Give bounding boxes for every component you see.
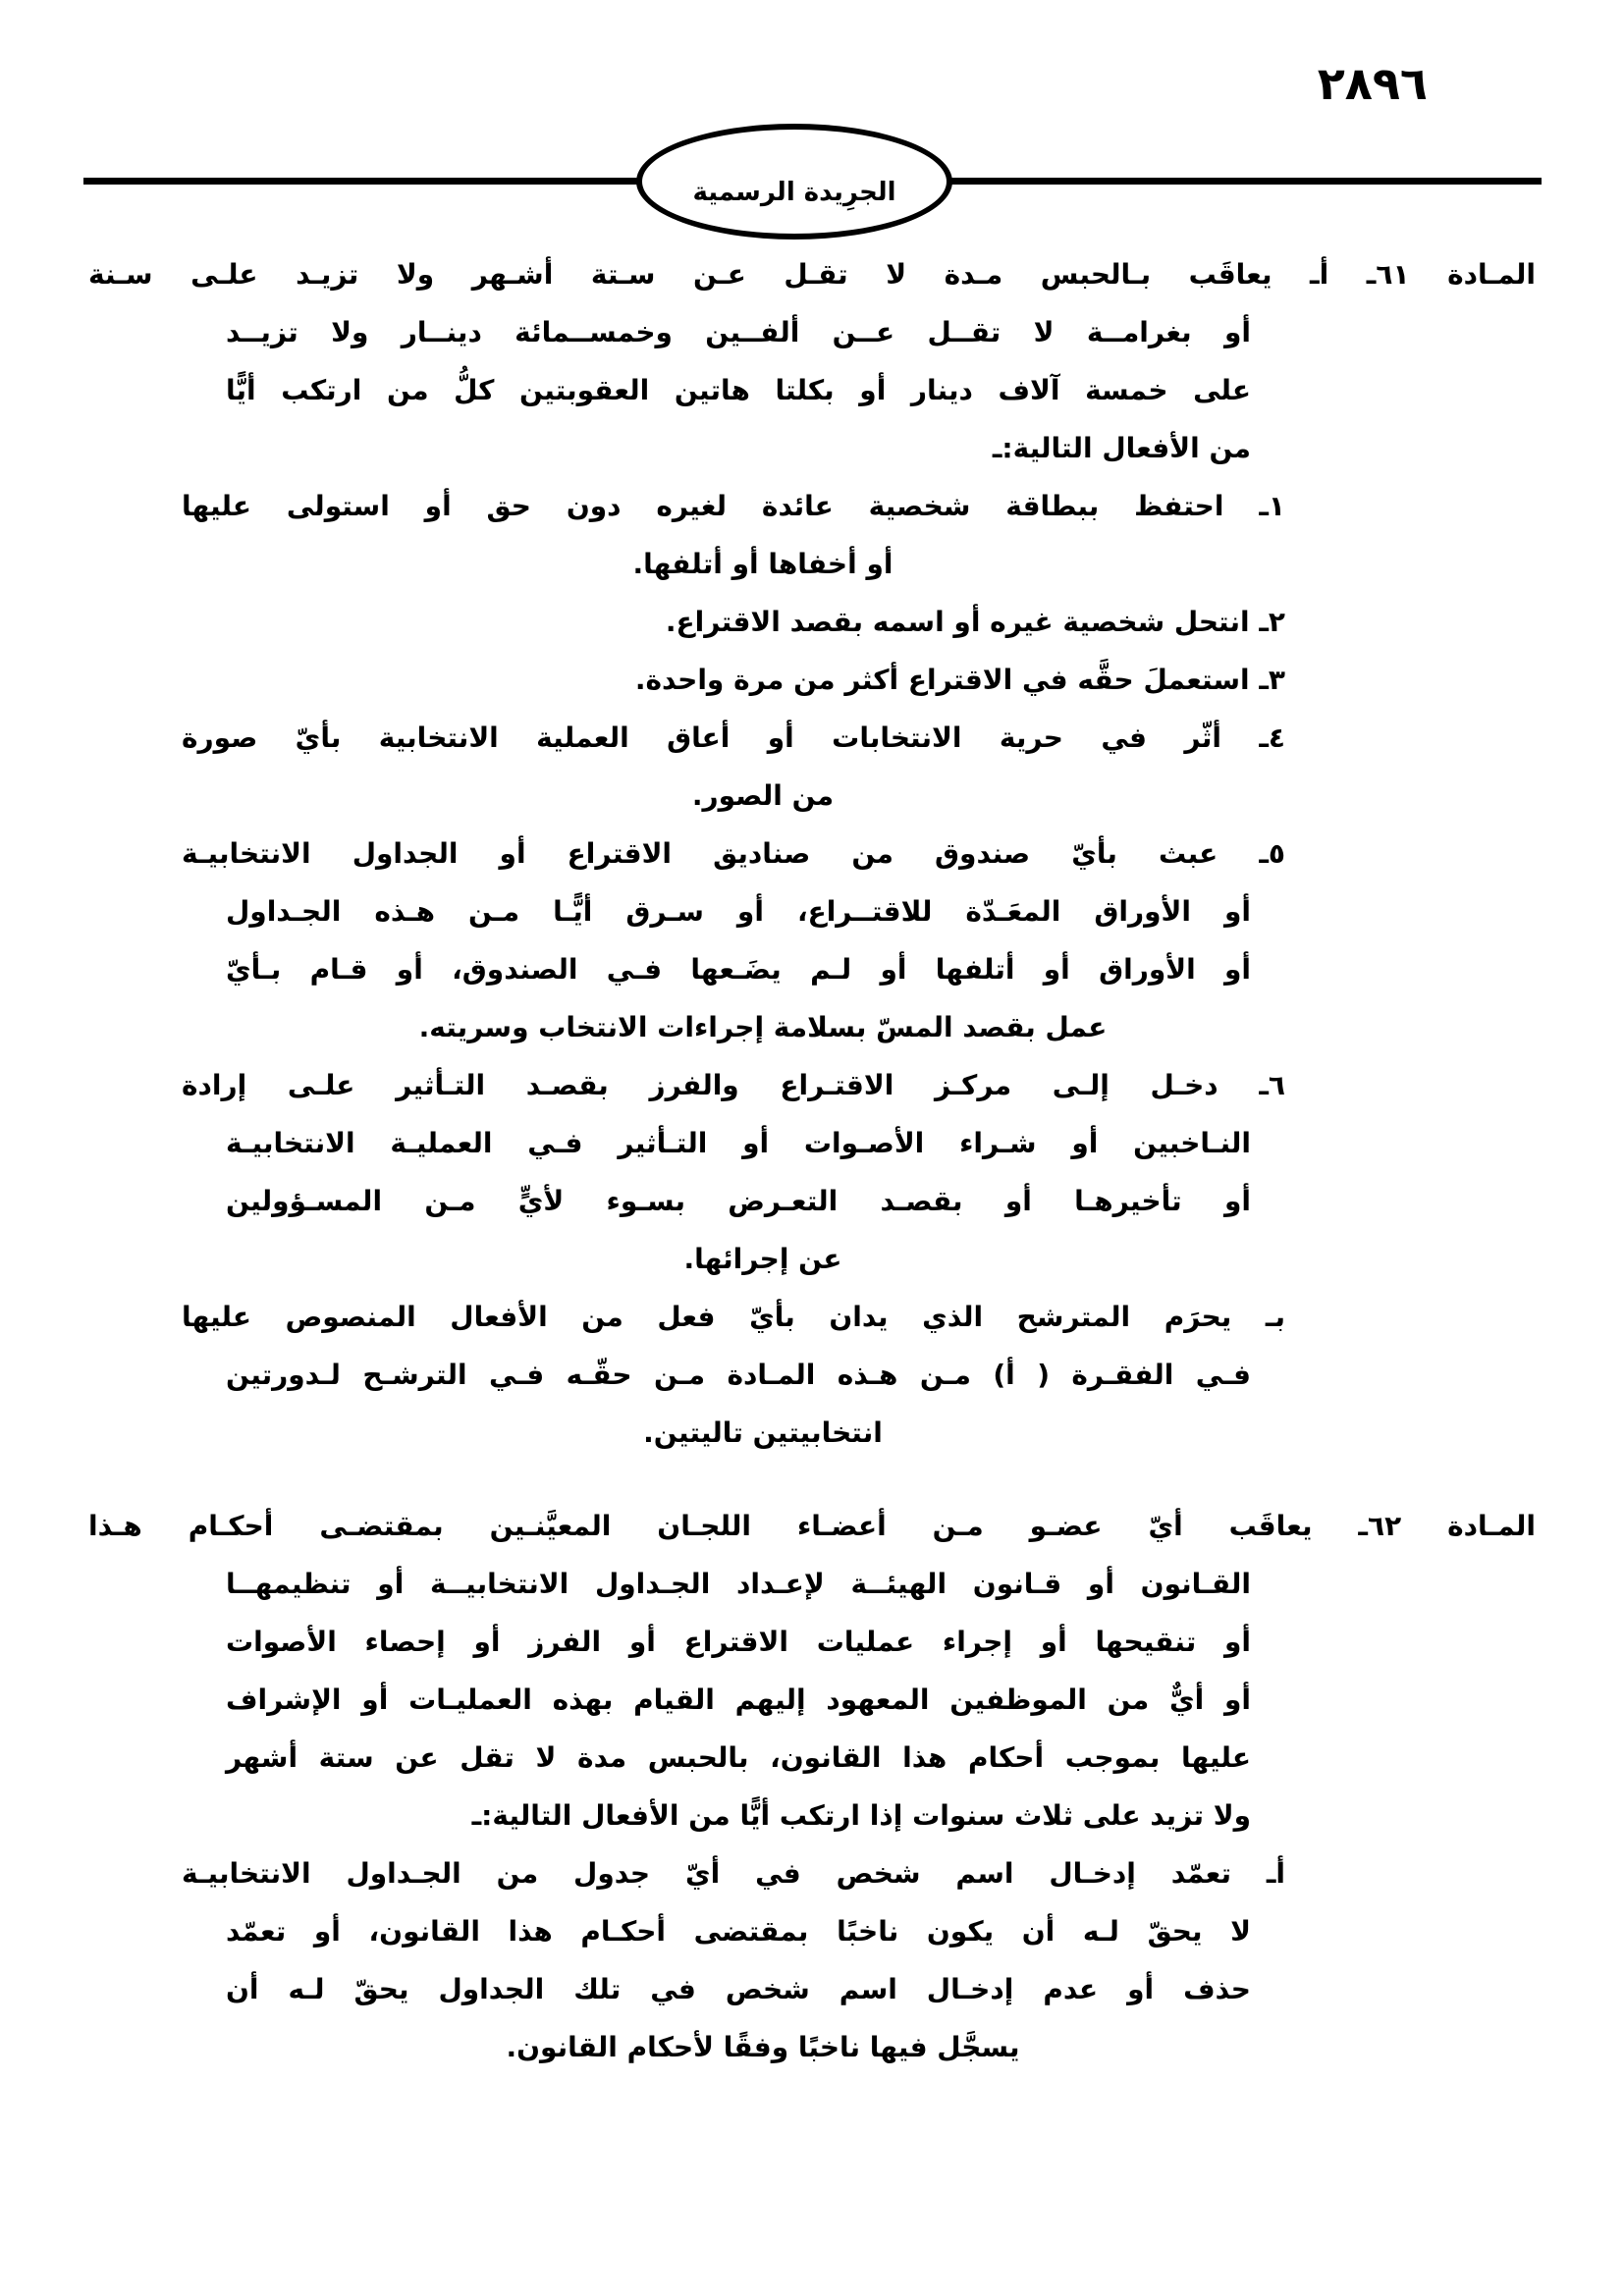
text-line: أو أخفاها أو أتلفها.: [632, 548, 893, 580]
text-line: فـي الفقـرة ( أ) مـن هـذه المـادة مـن حقّـه فـي الترشـح لـدورتين: [226, 1359, 1251, 1391]
page-number: ٢٨٩٦: [1317, 57, 1428, 110]
text-line: من الأفعال التالية:ـ: [992, 432, 1251, 464]
list-item-6: ٦ـ دخـل إلـى مركـز الاقتـراع والفرز بقصـد التـأثير علـى إرادة: [182, 1069, 1285, 1101]
text-line: انتخابيتين تاليتين.: [643, 1416, 883, 1449]
text-line: النـاخبين أو شـراء الأصـوات أو التـأثير فـي العمليـة الانتخابيـة: [226, 1127, 1251, 1159]
text-line: عن إجرائها.: [683, 1243, 842, 1275]
list-item-3: ٣ـ استعملَ حقَّه في الاقتراع أكثر من مرة واحدة.: [634, 664, 1285, 696]
text-line: حذف أو عدم إدخـال اسم شخص في تلك الجداول يحقّ لـه أن: [226, 1973, 1251, 2005]
document-body: [88, 245, 1536, 2076]
text-line: عمل بقصد المسّ بسلامة إجراءات الانتخاب وسريته.: [418, 1011, 1108, 1043]
list-item-2: ٢ـ انتحل شخصية غيره أو اسمه بقصد الاقتراع.: [665, 606, 1285, 638]
list-item-1: ١ـ احتفظ ببطاقة شخصية عائدة لغيره دون حق أو استولى عليها: [182, 490, 1285, 522]
text-line: القـانون أو قـانون الهيئــة لإعـداد الجـداول الانتخابيــة أو تنظيمهــا: [226, 1568, 1251, 1600]
text-line: أو أيٌّ من الموظفين المعهود إليهم القيام بهذه العمليـات أو الإشراف: [226, 1683, 1251, 1716]
text-line: أو الأوراق أو أتلفها أو لـم يضَـعها فـي الصندوق، أو قـام بـأيّ: [226, 953, 1251, 986]
text-line: أو بغرامــة لا تقــل عــن ألفــين وخمســمائة دينــار ولا تزيــد: [226, 316, 1251, 348]
gazette-title-badge: [636, 124, 952, 240]
text-line: ولا تزيد على ثلاث سنوات إذا ارتكب أيًّا من الأفعال التالية:ـ: [471, 1799, 1251, 1832]
text-line: أو تأخيرهـا أو بقصـد التعـرض بسـوء لأيٍّ مـن المسـؤولين: [226, 1185, 1251, 1217]
article-61-heading-line: المـادة ٦١ـ أـ يعاقَب بـالحبس مـدة لا تقـل عـن سـتة أشـهر ولا تزيـد علـى سـنة: [88, 258, 1536, 291]
text-line: لا يحقّ لـه أن يكون ناخبًا بمقتضى أحكـام هذا القانون، أو تعمّد: [226, 1915, 1251, 1948]
text-line: من الصور.: [691, 779, 835, 812]
article-62-heading-line: المـادة ٦٢ـ يعاقَب أيّ عضـو مـن أعضـاء اللجـان المعيَّنـين بمقتضـى أحكـام هـذا: [88, 1510, 1536, 1542]
clause-b-line: بـ يحرَم المترشح الذي يدان بأيّ فعل من الأفعال المنصوص عليها: [182, 1301, 1285, 1333]
text-line: عليها بموجب أحكام هذا القانون، بالحبس مدة لا تقل عن ستة أشهر: [226, 1741, 1251, 1774]
list-item-4: ٤ـ أثّر في حرية الانتخابات أو أعاق العملية الانتخابية بأيّ صورة: [182, 721, 1285, 754]
text-line: أو تنقيحها أو إجراء عمليات الاقتراع أو الفرز أو إحصاء الأصوات: [226, 1626, 1251, 1658]
text-line: على خمسة آلاف دينار أو بكلتا هاتين العقوبتين كلُّ من ارتكب أيًّا: [226, 374, 1251, 406]
list-item-5: ٥ـ عبث بأيّ صندوق من صناديق الاقتراع أو الجداول الانتخابيـة: [182, 837, 1285, 870]
clause-a-line: أـ تعمّد إدخـال اسم شخص في أيّ جدول من الجـداول الانتخابيـة: [182, 1857, 1285, 1890]
text-line: أو الأوراق المعَـدّة للاقتــراع، أو سـرق أيًّـا مـن هـذه الجـداول: [226, 895, 1251, 928]
text-line: يسجَّل فيها ناخبًا وفقًا لأحكام القانون.: [506, 2031, 1020, 2063]
gazette-title: الجرِيدة الرسمية: [692, 178, 896, 207]
